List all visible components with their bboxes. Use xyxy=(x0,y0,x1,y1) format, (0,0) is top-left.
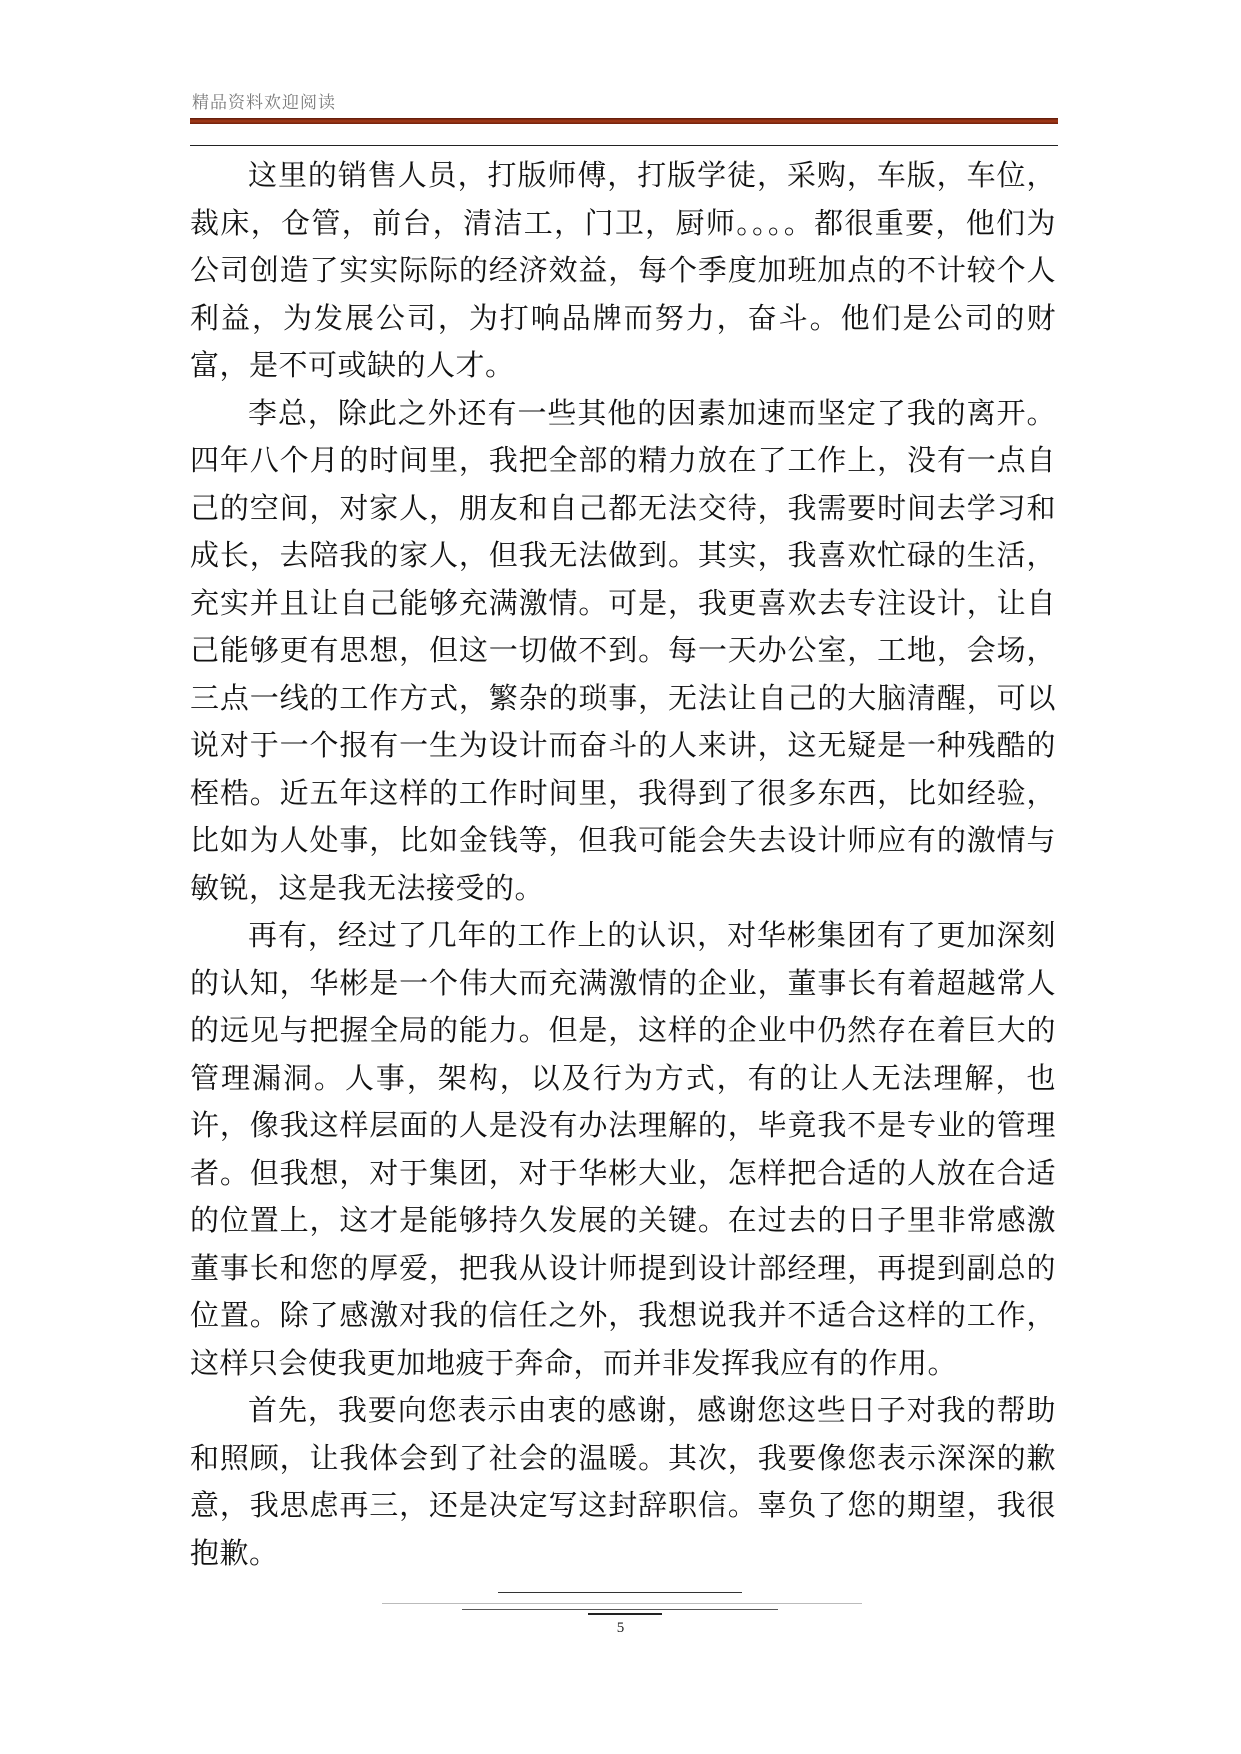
footer-divider xyxy=(462,1609,778,1610)
footer-divider xyxy=(382,1603,862,1604)
paragraph: 再有，经过了几年的工作上的认识，对华彬集团有了更加深刻的认知，华彬是一个伟大而充满激情的企业，董事长有着超越常人的远见与把握全局的能力。但是，这样的企业中仍然存在着巨大的管理漏洞。人事，架构，以及行为方式，有的让人无法理解，也许，像我这样层面的人是没有办法理解的，毕竟我不是专业的管理者。但我想，对于集团，对于华彬大业，怎样把合适的人放在合适的位置上，这才是能够持久发展的关键。在过去的日子里非常感激董事长和您的厚爱，把我从设计师提到设计部经理，再提到副总的位置。除了感激对我的信任之外，我想说我并不适合这样的工作，这样只会使我更加地疲于奔命，而并非发挥我应有的作用。 xyxy=(190,918,1056,1380)
header-divider xyxy=(190,145,1058,146)
header-rule-bar xyxy=(190,118,1058,124)
paragraph: 首先，我要向您表示由衷的感谢，感谢您这些日子对我的帮助和照顾，让我体会到了社会的温暖。其次，我要像您表示深深的歉意，我思虑再三，还是决定写这封辞职信。辜负了您的期望，我很抱歉。 xyxy=(190,1393,1056,1570)
header-title: 精品资料欢迎阅读 xyxy=(192,93,336,113)
paragraph: 这里的销售人员，打版师傅，打版学徒，采购，车版，车位，裁床，仓管，前台，清洁工，门卫，厨师。。。。都很重要，他们为公司创造了实实际际的经济效益，每个季度加班加点的不计较个人利益，为发展公司，为打响品牌而努力，奋斗。他们是公司的财富，是不可或缺的人才。 xyxy=(190,158,1056,382)
footer-divider xyxy=(498,1592,742,1593)
footer-divider xyxy=(588,1613,662,1615)
document-body xyxy=(190,152,1056,1577)
paragraph: 李总，除此之外还有一些其他的因素加速而坚定了我的离开。四年八个月的时间里，我把全部的精力放在了工作上，没有一点自己的空间，对家人，朋友和自己都无法交待，我需要时间去学习和成长，去陪我的家人，但我无法做到。其实，我喜欢忙碌的生活，充实并且让自己能够充满激情。可是，我更喜欢去专注设计，让自己能够更有思想，但这一切做不到。每一天办公室，工地，会场，三点一线的工作方式，繁杂的琐事，无法让自己的大脑清醒，可以说对于一个报有一生为设计而奋斗的人来讲，这无疑是一种残酷的桎梏。近五年这样的工作时间里，我得到了很多东西，比如经验，比如为人处事，比如金钱等，但我可能会失去设计师应有的激情与敏锐，这是我无法接受的。 xyxy=(190,395,1056,905)
page-number: 5 xyxy=(616,1620,625,1636)
header-rule xyxy=(190,118,1058,124)
